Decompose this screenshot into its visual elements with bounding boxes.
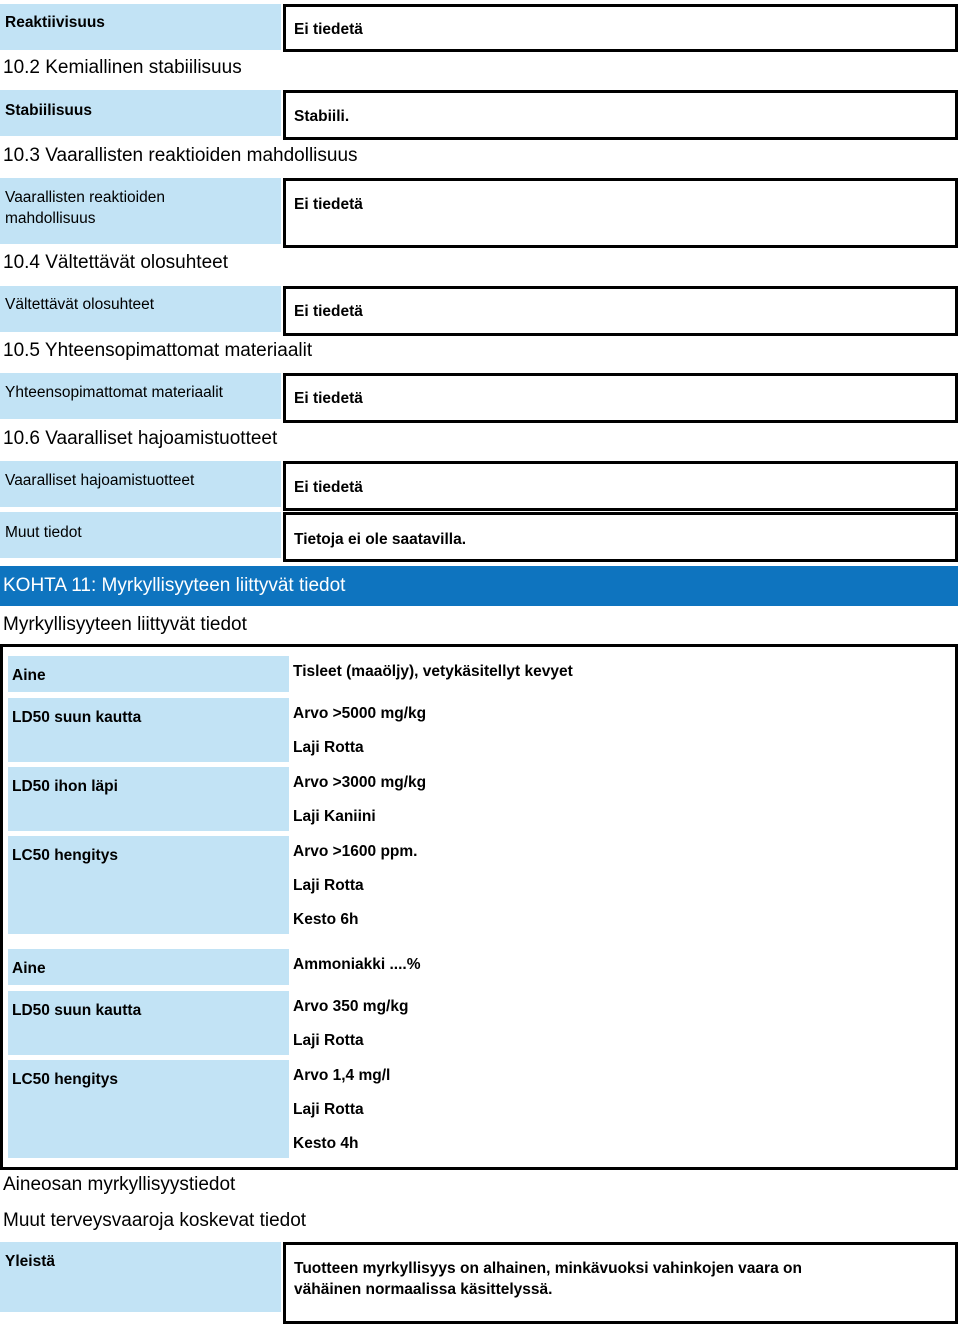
substance2-lc50-inh-label: LC50 hengitys [12,1071,118,1088]
stability-label: Stabiilisuus [5,102,92,119]
incompatible-label: Yhteensopimattomat materiaalit [5,384,223,401]
conditions-value-cell [283,286,958,336]
general-label: Yleistä [5,1253,55,1270]
heading-10-5: 10.5 Yhteensopimattomat materiaalit [3,340,313,361]
substance1-lc50-inh-label-cell [8,836,289,934]
reactivity-label: Reaktiivisuus [5,14,105,31]
incompatible-value-cell [283,373,958,423]
conditions-value: Ei tiedetä [294,303,363,320]
general-label-cell [0,1242,281,1312]
substance1-name: Tisleet (maaöljy), vetykäsitellyt kevyet [293,663,573,680]
heading-10-3: 10.3 Vaarallisten reaktioiden mahdollisuus [3,145,358,166]
stability-value: Stabiili. [294,108,350,125]
substance1-ld50-dermal-species: Laji Kaniini [293,808,376,825]
stability-label-cell [0,90,281,136]
section-11-banner: KOHTA 11: Myrkyllisyyteen liittyvät tiedot [0,566,958,606]
decomposition-label: Vaaralliset hajoamistuotteet [5,472,195,489]
substance1-ld50-dermal-value: Arvo >3000 mg/kg [293,774,427,791]
substance2-lc50-inh-duration: Kesto 4h [293,1135,359,1152]
substance1-ld50-oral-label: LD50 suun kautta [12,709,142,726]
substance1-lc50-inh-label: LC50 hengitys [12,847,118,864]
substance2-ld50-oral-species: Laji Rotta [293,1032,364,1049]
component-toxicity-heading: Aineosan myrkyllisyystiedot [3,1174,236,1195]
decomposition-value: Ei tiedetä [294,479,363,496]
other-health-hazards-heading: Muut terveysvaaroja koskevat tiedot [3,1210,307,1231]
other-info-value: Tietoja ei ole saatavilla. [294,531,467,548]
substance1-ld50-dermal-label-cell [8,767,289,831]
hazardous-reactions-label-cell [0,178,281,244]
hazardous-reactions-value-cell [283,178,958,248]
substance2-aine-label-cell [8,949,289,985]
other-info-label-cell [0,512,281,558]
reactivity-label-cell [0,4,281,50]
hazardous-reactions-label-line2: mahdollisuus [5,210,96,227]
reactivity-value: Ei tiedetä [294,21,363,38]
other-info-label: Muut tiedot [5,524,82,541]
substance2-lc50-inh-label-cell [8,1060,289,1158]
substance1-ld50-oral-label-cell [8,698,289,762]
decomposition-label-cell [0,461,281,507]
substance1-lc50-inh-value: Arvo >1600 ppm. [293,843,418,860]
substance2-ld50-oral-value: Arvo 350 mg/kg [293,998,409,1015]
substance2-name: Ammoniakki ....% [293,956,421,973]
other-info-value-cell [283,512,958,562]
substance1-lc50-inh-duration: Kesto 6h [293,911,359,928]
substance1-aine-label-cell [8,656,289,692]
general-value-line1: Tuotteen myrkyllisyys on alhainen, minkävuoksi vahinkojen vaara on [294,1260,802,1277]
heading-10-2: 10.2 Kemiallinen stabiilisuus [3,57,242,78]
toxicology-subheading: Myrkyllisyyteen liittyvät tiedot [3,614,247,635]
substance1-aine-label: Aine [12,667,46,684]
substance1-ld50-oral-species: Laji Rotta [293,739,364,756]
substance1-ld50-dermal-label: LD50 ihon läpi [12,778,118,795]
general-value-line2: vähäinen normaalissa käsittelyssä. [294,1281,553,1298]
heading-10-6: 10.6 Vaaralliset hajoamistuotteet [3,428,278,449]
hazardous-reactions-value: Ei tiedetä [294,196,363,213]
general-value-cell [283,1242,958,1324]
incompatible-value: Ei tiedetä [294,390,363,407]
heading-10-4: 10.4 Vältettävät olosuhteet [3,252,228,273]
substance1-ld50-oral-value: Arvo >5000 mg/kg [293,705,427,722]
substance2-lc50-inh-value: Arvo 1,4 mg/l [293,1067,391,1084]
substance2-ld50-oral-label-cell [8,991,289,1055]
decomposition-value-cell [283,461,958,511]
substance2-ld50-oral-label: LD50 suun kautta [12,1002,142,1019]
stability-value-cell [283,90,958,140]
hazardous-reactions-label-line1: Vaarallisten reaktioiden [5,189,165,206]
substance2-aine-label: Aine [12,960,46,977]
substance2-lc50-inh-species: Laji Rotta [293,1101,364,1118]
reactivity-value-cell [283,4,958,52]
conditions-label: Vältettävät olosuhteet [5,296,155,313]
incompatible-label-cell [0,373,281,419]
substance1-lc50-inh-species: Laji Rotta [293,877,364,894]
conditions-label-cell [0,286,281,332]
